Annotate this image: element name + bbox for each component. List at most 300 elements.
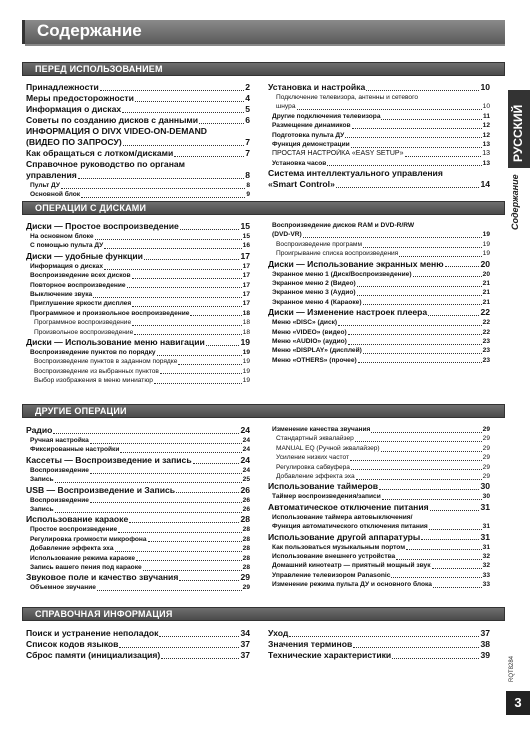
toc-entry-page: 4 [245,93,250,103]
dot-leader [55,478,242,483]
toc-entry-page: 22 [482,319,490,327]
toc-entry-title: Меню «DISPLAY» (дисплей) [272,347,362,355]
toc-entry-title: Выбор изображения в меню миниатюр [34,377,153,385]
toc-entry [268,131,490,140]
toc-entry-page: 29 [482,454,490,462]
toc-entry-page: 17 [240,250,250,261]
toc-entry-page: 30 [480,481,490,492]
toc-entry-page: 28 [240,514,250,525]
toc-entry-title: Управление телевизором Panasonic [272,571,391,579]
toc-entry [268,532,490,543]
toc-entry [268,522,490,531]
dot-leader [157,350,242,355]
toc-entry [268,230,490,239]
toc-entry-page: 12 [482,122,490,130]
dot-leader [199,117,244,124]
toc-entry-page: 32 [482,552,490,560]
toc-entry-page: 17 [242,272,250,280]
dot-leader [363,242,482,247]
toc-entry [268,259,490,270]
dot-leader [174,150,244,157]
toc-entry [26,436,250,445]
toc-entry-title: Информация о дисках [30,262,104,270]
toc-entry [26,514,250,525]
toc-entry-title: Программное и произвольное воспроизведение [30,309,190,317]
dot-leader [81,193,245,198]
toc-entry-title: Диски — Использование экранных меню [268,258,444,269]
toc-entry-title: Повторное воспроизведение [30,281,126,289]
toc-entry-title: Справочное руководство по органам [26,159,186,169]
toc-entry-title: Кассеты — Воспроизведение и запись [26,454,192,465]
toc-entry [26,639,250,650]
toc-entry-title: Экранное меню 4 (Караоке) [272,298,362,306]
toc-entry-title: Экранное меню 3 (Аудио) [272,289,356,297]
dot-leader [391,573,481,578]
dot-leader [180,223,240,230]
toc-entry [268,298,490,307]
dot-leader [104,264,242,269]
toc-entry-page: 29 [482,472,490,480]
toc-entry [26,159,250,170]
section-header-before-use [22,62,505,76]
dot-leader [132,274,242,279]
dot-leader [353,641,479,648]
toc-entry [26,181,250,190]
toc-entry-title: Программное воспроизведение [34,319,132,327]
dot-leader [143,565,242,570]
dot-leader [90,438,242,443]
toc-column-left-2 [26,221,250,385]
dot-leader [345,133,481,138]
dot-leader [123,139,245,146]
dot-leader [95,234,242,239]
dot-leader [399,252,481,257]
dot-leader [413,272,482,277]
toc-entry [26,262,250,271]
toc-entry-title: Пульт ДУ [30,181,60,189]
toc-entry-title: Использование таймера автовыключения/ [272,513,413,521]
toc-entry-page: 29 [482,444,490,452]
toc-entry [26,251,250,262]
dot-leader [179,574,239,581]
toc-entry [26,82,250,93]
dot-leader [104,244,241,249]
toc-entry [26,115,250,126]
toc-column-left-1 [26,82,250,200]
toc-entry-title: Советы по созданию дисков с данными [26,115,199,125]
dot-leader [118,528,241,533]
dot-leader [352,124,482,129]
section-header-label: СПРАВОЧНАЯ ИНФОРМАЦИЯ [35,609,173,619]
toc-entry [268,492,490,501]
toc-entry [26,544,250,553]
toc-entry-page: 19 [482,231,490,239]
toc-entry-title: USB — Воспроизведение и Запись [26,484,176,495]
toc-entry [268,346,490,355]
dot-leader [129,516,239,523]
language-tab-label: РУССКИЙ [511,104,525,162]
toc-entry-page: 24 [240,425,250,435]
toc-entry [26,126,250,137]
toc-entry [268,580,490,589]
toc-entry [268,179,490,190]
toc-entry-page: 30 [482,493,490,501]
toc-entry-page: 8 [246,181,250,189]
toc-entry-title: ПРОСТАЯ НАСТРОЙКА «EASY SETUP» [272,150,404,158]
toc-entry-title: Воспроизведение [30,466,89,474]
toc-entry-page: 37 [240,650,250,660]
dot-leader [350,456,482,461]
toc-entry-title: «Smart Control» [268,179,335,190]
dot-leader [351,142,482,147]
toc-entry [268,628,490,639]
dot-leader [176,487,239,494]
toc-entry-title: Диски — Использование меню навигации [26,336,205,347]
toc-entry-title: Воспроизведение всех дисков [30,272,131,280]
dot-leader [193,457,240,464]
dot-leader [406,545,482,550]
toc-entry [26,554,250,563]
toc-entry-page: 17 [242,290,250,298]
toc-entry-page: 7 [245,148,250,158]
toc-entry-title: Регулировка громкости микрофона [30,535,147,543]
toc-entry [26,348,250,357]
toc-entry [268,328,490,337]
toc-entry-page: 18 [242,319,250,327]
toc-entry-page: 17 [242,300,250,308]
toc-entry-title: Звуковое поле и качество звучания [26,572,179,583]
toc-entry-title: Добавление эффекта эха [276,472,355,480]
toc-entry-page: 28 [242,545,250,553]
toc-entry-page: 19 [482,250,490,258]
toc-entry-title: Установка часов [272,159,327,167]
toc-entry-title: Экранное меню 1 (Диск/Воспроизведение) [272,270,412,278]
toc-entry [268,240,490,249]
toc-entry-page: 18 [242,328,250,336]
dot-leader [363,300,482,305]
toc-entry-title: Радио [26,425,53,435]
toc-entry [268,453,490,462]
toc-entry-title: Сброс памяти (инициализация) [26,650,161,660]
toc-entry [26,170,250,181]
toc-entry [26,505,250,514]
dot-leader [55,507,242,512]
toc-entry-page: 31 [482,523,490,531]
toc-entry-page: 28 [242,554,250,562]
dot-leader [336,181,480,188]
page-number: 3 [506,691,530,715]
toc-entry-page: 29 [482,435,490,443]
toc-entry-page: 16 [242,242,250,250]
toc-entry-page: 10 [482,103,490,111]
toc-entry [268,307,490,318]
toc-entry-title: Произвольное воспроизведение [34,328,134,336]
toc-entry-title: Уход [268,628,289,638]
toc-entry-title: Использование другой аппаратуры [268,531,421,542]
toc-entry-title: Выключение звука [30,290,93,298]
dot-leader [127,283,242,288]
toc-entry-page: 20 [482,270,490,278]
toc-entry [26,376,250,385]
dot-leader [327,161,481,166]
toc-entry-page: 37 [240,639,250,649]
toc-entry-page: 22 [480,307,490,318]
dot-leader [357,281,482,286]
toc-column-right-1 [268,82,490,190]
toc-entry [26,563,250,572]
toc-entry-title: Технические характеристики [268,650,392,660]
toc-entry-title: Поиск и устранение неполадок [26,628,159,638]
toc-entry [268,337,490,346]
toc-entry-title: Приглушение яркости дисплея [30,300,132,308]
dot-leader [381,114,482,119]
toc-entry-page: 13 [482,159,490,167]
toc-entry-page: 19 [242,377,250,385]
document-code: RQT8284 [509,655,515,682]
toc-entry-title: Фиксированные настройки [30,446,120,454]
toc-entry [26,221,250,232]
dot-leader [160,369,242,374]
toc-entry [26,137,250,148]
toc-entry-page: 37 [480,628,490,638]
toc-entry-page: 24 [242,446,250,454]
toc-entry-page: 15 [240,221,250,231]
toc-entry-page: 2 [245,82,250,92]
toc-entry-page: 19 [482,240,490,248]
dot-leader [379,483,479,490]
toc-entry-page: 28 [242,535,250,543]
section-header-other-operations [22,404,505,418]
toc-entry-title: Список кодов языков [26,639,119,649]
dot-leader [178,360,241,365]
toc-entry-page: 23 [482,337,490,345]
toc-entry [26,328,250,337]
dot-leader [445,261,480,268]
dot-leader [120,448,241,453]
toc-entry-page: 9 [246,191,250,199]
toc-entry-title: На основном блоке [30,232,94,240]
dot-leader [338,321,482,326]
toc-entry [268,102,490,111]
toc-entry-title: Экранное меню 2 (Видео) [272,279,356,287]
dot-leader [356,474,482,479]
toc-entry [26,525,250,534]
toc-entry [26,485,250,496]
toc-entry-page: 19 [242,367,250,375]
toc-entry [26,232,250,241]
toc-entry-page: 15 [242,232,250,240]
toc-entry [26,318,250,327]
dot-leader [136,556,242,561]
dot-leader [355,437,482,442]
toc-entry-page: 14 [480,179,490,190]
toc-entry-page: 33 [482,571,490,579]
dot-leader [53,427,239,434]
toc-entry-title: Воспроизведение [30,496,89,504]
toc-entry-page: 13 [482,150,490,158]
toc-entry [268,168,490,179]
side-subtitle: Содержание [510,174,520,230]
toc-entry-title: (ВИДЕО ПО ЗАПРОСУ) [26,137,122,147]
toc-entry [26,93,250,104]
toc-entry-title: Использование караоке [26,514,129,525]
toc-entry-page: 19 [240,336,250,347]
dot-leader [190,311,241,316]
dot-leader [381,446,482,451]
toc-entry-title: Диски — удобные функции [26,250,143,261]
toc-entry [26,367,250,376]
dot-leader [93,292,241,297]
dot-leader [363,349,482,354]
dot-leader [122,106,244,113]
toc-entry-page: 29 [482,463,490,471]
dot-leader [148,537,242,542]
toc-entry-title: шнура [276,103,296,111]
toc-entry [26,241,250,250]
toc-entry [26,148,250,159]
toc-entry-title: Информация о дисках [26,104,122,114]
toc-entry-title: Другие подключения телевизора [272,112,381,120]
toc-entry-title: Меры предосторожности [26,93,134,103]
toc-entry-title: Подготовка пульта ДУ [272,131,345,139]
toc-entry [268,270,490,279]
toc-entry-title: Система интеллектуального управления [268,168,443,179]
toc-entry [268,502,490,513]
toc-entry-title: Использование таймеров [268,481,379,492]
toc-entry-title: Запись вашего пения под караоке [30,563,142,571]
toc-entry [26,650,250,661]
toc-entry-title: Меню «AUDIO» (аудио) [272,337,347,345]
dot-leader [135,95,244,102]
toc-entry-title: Как пользоваться музыкальным портом [272,543,406,551]
toc-entry [268,561,490,570]
toc-entry-title: С помощью пульта ДУ [30,242,104,250]
toc-entry-page: 34 [240,628,250,638]
dot-leader [366,84,479,91]
toc-entry [268,356,490,365]
toc-entry-page: 32 [482,562,490,570]
toc-entry-title: Размещение динамиков [272,122,351,130]
toc-entry-page: 11 [483,112,490,120]
dot-leader [115,547,242,552]
toc-entry [268,481,490,492]
dot-leader [289,630,479,637]
toc-entry [26,455,250,466]
toc-entry [268,444,490,453]
dot-leader [357,291,482,296]
toc-entry-title: Значения терминов [268,639,353,649]
title-rule [25,44,505,46]
toc-entry [26,104,250,115]
toc-entry [26,572,250,583]
dot-leader [348,330,482,335]
dot-leader [90,468,242,473]
toc-entry-title: Основной блок [30,191,81,199]
dot-leader [392,652,479,659]
dot-leader [132,302,241,307]
toc-entry [268,425,490,434]
dot-leader [433,583,482,588]
toc-entry-title: Добавление эффекта эха [30,545,114,553]
toc-entry-title: Воспроизведение пунктов по порядку [30,348,156,356]
dot-leader [303,233,482,238]
toc-entry-page: 31 [480,531,490,542]
toc-entry-title: Стандартный эквалайзер [276,435,354,443]
toc-entry [268,463,490,472]
dot-leader [100,84,244,91]
toc-entry [26,496,250,505]
toc-entry-title: ИНФОРМАЦИЯ О DIVX VIDEO-ON-DEMAND [26,126,207,136]
toc-entry-page: 31 [480,501,490,512]
toc-entry-title: Воспроизведение пунктов в заданном порядке [34,358,178,366]
dot-leader [421,534,479,541]
dot-leader [144,253,239,260]
toc-entry [26,475,250,484]
toc-entry-page: 29 [242,584,250,592]
toc-entry-title: Функция автоматического отключения питания [272,523,428,531]
toc-entry-title: Простое воспроизведение [30,526,118,534]
toc-entry [26,583,250,592]
toc-column-right-4 [268,628,490,661]
toc-entry [26,337,250,348]
toc-entry [268,112,490,121]
toc-entry-title: (DVD-VR) [272,231,302,239]
toc-entry-page: 24 [240,454,250,465]
toc-entry [26,628,250,639]
toc-entry [26,290,250,299]
toc-entry [268,639,490,650]
toc-entry [26,445,250,454]
toc-entry-page: 8 [245,170,250,180]
toc-entry-title: Подключение телевизора, антенны и сетевого [276,93,419,101]
section-header-label: ДРУГИЕ ОПЕРАЦИИ [35,406,127,416]
dot-leader [78,172,244,179]
toc-entry-title: Проигрывание списка воспроизведения [276,250,399,258]
toc-entry [268,159,490,168]
toc-entry-title: Воспроизведение дисков RAM и DVD-R/RW [272,221,415,229]
toc-entry-page: 25 [242,476,250,484]
toc-entry-title: Воспроизведение программ [276,240,362,248]
toc-column-left-4 [26,628,250,661]
toc-entry-page: 20 [480,258,490,269]
title-bar [22,20,505,44]
dot-leader [348,339,482,344]
toc-column-right-2 [268,221,490,365]
toc-entry [268,513,490,522]
toc-entry-page: 33 [482,581,490,589]
dot-leader [297,105,482,110]
toc-entry-title: Ручная настройка [30,436,89,444]
toc-entry-page: 21 [482,289,490,297]
toc-entry [268,93,490,102]
toc-entry-title: Диски — Изменение настроек плеера [268,307,428,318]
toc-entry [26,309,250,318]
toc-entry [268,249,490,258]
toc-entry-title: Запись [30,505,54,513]
toc-entry-title: Как обращаться с лотком/дисками [26,148,174,158]
toc-entry-page: 26 [242,505,250,513]
toc-entry-page: 31 [482,543,490,551]
toc-entry [26,281,250,290]
toc-entry [268,221,490,230]
toc-entry-page: 21 [482,279,490,287]
dot-leader [382,495,482,500]
toc-entry-page: 26 [242,496,250,504]
toc-entry-page: 5 [245,104,250,114]
toc-entry-page: 6 [245,115,250,125]
toc-entry-title: Меню «DISC» (диск) [272,319,338,327]
toc-entry-page: 23 [482,356,490,364]
